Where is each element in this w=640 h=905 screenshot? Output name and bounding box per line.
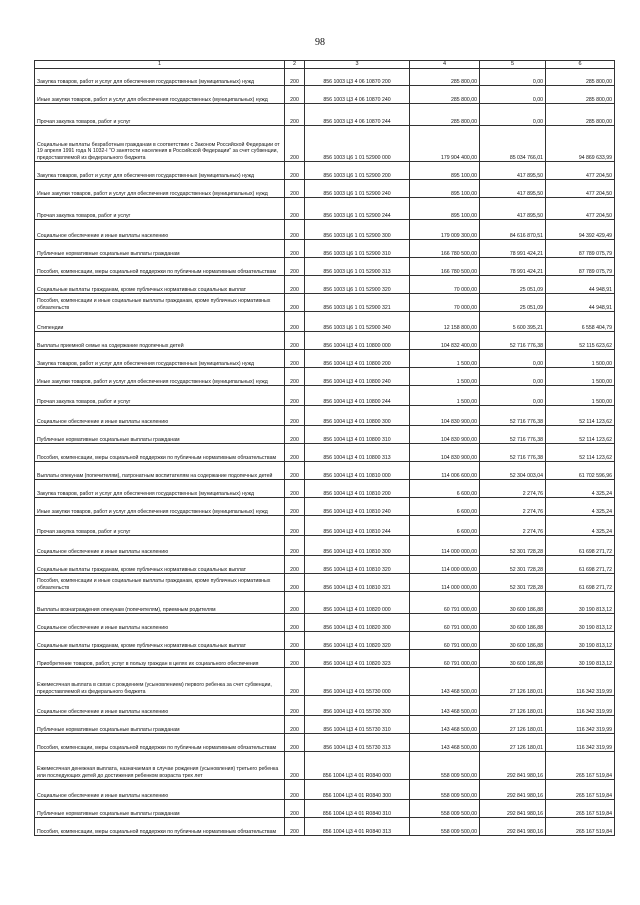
cell-plan: 114 000 000,00 bbox=[410, 556, 480, 574]
cell-plan: 179 904 400,00 bbox=[410, 126, 480, 162]
page-number: 98 bbox=[315, 37, 325, 48]
cell-fact: 0,00 bbox=[480, 350, 546, 368]
cell-code: 856 1003 Ц6 1 01 52900 340 bbox=[305, 312, 410, 332]
cell-code: 856 1003 Ц6 1 01 52900 321 bbox=[305, 294, 410, 312]
cell-rest: 477 204,50 bbox=[546, 198, 615, 220]
cell-code: 856 1004 Ц3 4 01 10820 323 bbox=[305, 650, 410, 668]
cell-code: 856 1004 Ц3 4 01 R0840 000 bbox=[305, 752, 410, 780]
table-row bbox=[35, 86, 615, 104]
cell-plan: 895 100,00 bbox=[410, 198, 480, 220]
table-row bbox=[35, 696, 615, 716]
cell-rest: 61 698 271,72 bbox=[546, 536, 615, 556]
cell-grbs: 200 bbox=[285, 516, 305, 536]
cell-name: Социальные выплаты гражданам, кроме публичных нормативных социальных выплат bbox=[35, 632, 285, 650]
cell-code: 856 1004 Ц3 4 01 55730 310 bbox=[305, 716, 410, 734]
cell-name: Публичные нормативные социальные выплаты гражданам bbox=[35, 800, 285, 818]
table-row bbox=[35, 104, 615, 126]
cell-rest: 61 698 271,72 bbox=[546, 556, 615, 574]
table-row bbox=[35, 800, 615, 818]
cell-grbs: 200 bbox=[285, 556, 305, 574]
cell-code: 856 1004 Ц3 4 01 10810 244 bbox=[305, 516, 410, 536]
cell-grbs: 200 bbox=[285, 368, 305, 386]
cell-name: Иные закупки товаров, работ и услуг для обеспечения государственных (муниципальных) нужд bbox=[35, 86, 285, 104]
table-row bbox=[35, 258, 615, 276]
cell-grbs: 200 bbox=[285, 332, 305, 350]
cell-plan: 558 009 500,00 bbox=[410, 818, 480, 836]
cell-grbs: 200 bbox=[285, 780, 305, 800]
cell-plan: 60 791 000,00 bbox=[410, 592, 480, 614]
cell-grbs: 200 bbox=[285, 69, 305, 86]
cell-fact: 52 304 003,04 bbox=[480, 462, 546, 480]
cell-grbs: 200 bbox=[285, 104, 305, 126]
cell-grbs: 200 bbox=[285, 716, 305, 734]
table-row bbox=[35, 480, 615, 498]
cell-name: Социальное обеспечение и иные выплаты населению bbox=[35, 406, 285, 426]
cell-grbs: 200 bbox=[285, 126, 305, 162]
table-row bbox=[35, 632, 615, 650]
cell-rest: 61 698 271,72 bbox=[546, 574, 615, 592]
cell-name: Прочая закупка товаров, работ и услуг bbox=[35, 198, 285, 220]
cell-fact: 292 841 980,16 bbox=[480, 818, 546, 836]
cell-plan: 558 009 500,00 bbox=[410, 752, 480, 780]
table-row bbox=[35, 386, 615, 406]
cell-fact: 0,00 bbox=[480, 104, 546, 126]
cell-rest: 52 114 123,62 bbox=[546, 406, 615, 426]
cell-fact: 52 716 776,38 bbox=[480, 332, 546, 350]
cell-name: Пособия, компенсации, меры социальной поддержки по публичным нормативным обязательствам bbox=[35, 444, 285, 462]
cell-name: Пособия, компенсации, меры социальной поддержки по публичным нормативным обязательствам bbox=[35, 258, 285, 276]
cell-rest: 1 500,00 bbox=[546, 386, 615, 406]
cell-plan: 558 009 500,00 bbox=[410, 800, 480, 818]
cell-fact: 292 841 980,16 bbox=[480, 800, 546, 818]
cell-plan: 143 468 500,00 bbox=[410, 668, 480, 696]
cell-name: Закупка товаров, работ и услуг для обеспечения государственных (муниципальных) нужд bbox=[35, 162, 285, 180]
cell-code: 856 1004 Ц3 4 01 10800 240 bbox=[305, 368, 410, 386]
cell-code: 856 1004 Ц3 4 01 10810 300 bbox=[305, 536, 410, 556]
header-col-3: 3 bbox=[305, 61, 410, 69]
table-row bbox=[35, 276, 615, 294]
cell-rest: 116 342 319,99 bbox=[546, 696, 615, 716]
table-row bbox=[35, 220, 615, 240]
table-row bbox=[35, 368, 615, 386]
cell-fact: 292 841 980,16 bbox=[480, 752, 546, 780]
cell-grbs: 200 bbox=[285, 258, 305, 276]
cell-name: Иные закупки товаров, работ и услуг для обеспечения государственных (муниципальных) нужд bbox=[35, 180, 285, 198]
cell-code: 856 1004 Ц3 4 01 10810 240 bbox=[305, 498, 410, 516]
cell-grbs: 200 bbox=[285, 614, 305, 632]
cell-grbs: 200 bbox=[285, 444, 305, 462]
cell-name: Приобретение товаров, работ, услуг в пользу граждан в целях их социального обеспечения bbox=[35, 650, 285, 668]
cell-code: 856 1003 Ц3 4 06 10870 244 bbox=[305, 104, 410, 126]
cell-name: Иные закупки товаров, работ и услуг для обеспечения государственных (муниципальных) нужд bbox=[35, 368, 285, 386]
cell-code: 856 1004 Ц3 4 01 R0840 300 bbox=[305, 780, 410, 800]
cell-rest: 30 190 813,12 bbox=[546, 614, 615, 632]
cell-rest: 30 190 813,12 bbox=[546, 650, 615, 668]
cell-grbs: 200 bbox=[285, 220, 305, 240]
cell-plan: 558 009 500,00 bbox=[410, 780, 480, 800]
cell-name: Пособия, компенсации и иные социальные выплаты гражданам, кроме публичных нормативных обязательств bbox=[35, 294, 285, 312]
cell-code: 856 1003 Ц6 1 01 52900 000 bbox=[305, 126, 410, 162]
cell-grbs: 200 bbox=[285, 696, 305, 716]
table-row bbox=[35, 462, 615, 480]
cell-fact: 52 716 776,38 bbox=[480, 426, 546, 444]
cell-grbs: 200 bbox=[285, 294, 305, 312]
cell-plan: 60 791 000,00 bbox=[410, 632, 480, 650]
cell-grbs: 200 bbox=[285, 86, 305, 104]
cell-rest: 61 702 596,96 bbox=[546, 462, 615, 480]
table-row bbox=[35, 444, 615, 462]
cell-fact: 78 991 424,21 bbox=[480, 240, 546, 258]
cell-rest: 6 558 404,79 bbox=[546, 312, 615, 332]
cell-grbs: 200 bbox=[285, 162, 305, 180]
cell-code: 856 1003 Ц6 1 01 52900 240 bbox=[305, 180, 410, 198]
cell-fact: 417 895,50 bbox=[480, 198, 546, 220]
cell-name: Выплаты приемной семье на содержание подопечных детей bbox=[35, 332, 285, 350]
cell-fact: 2 274,76 bbox=[480, 480, 546, 498]
cell-plan: 70 000,00 bbox=[410, 294, 480, 312]
table-row bbox=[35, 752, 615, 780]
cell-plan: 143 468 500,00 bbox=[410, 716, 480, 734]
cell-fact: 78 991 424,21 bbox=[480, 258, 546, 276]
table-row bbox=[35, 498, 615, 516]
cell-grbs: 200 bbox=[285, 818, 305, 836]
table-row bbox=[35, 180, 615, 198]
cell-code: 856 1003 Ц6 1 01 52900 310 bbox=[305, 240, 410, 258]
cell-fact: 30 600 186,88 bbox=[480, 614, 546, 632]
cell-fact: 2 274,76 bbox=[480, 516, 546, 536]
cell-rest: 285 800,00 bbox=[546, 104, 615, 126]
cell-fact: 417 895,50 bbox=[480, 180, 546, 198]
cell-fact: 30 600 186,88 bbox=[480, 650, 546, 668]
cell-plan: 6 600,00 bbox=[410, 516, 480, 536]
cell-rest: 44 948,91 bbox=[546, 276, 615, 294]
cell-plan: 60 791 000,00 bbox=[410, 614, 480, 632]
header-col-2: 2 bbox=[285, 61, 305, 69]
table-row bbox=[35, 780, 615, 800]
cell-plan: 895 100,00 bbox=[410, 162, 480, 180]
cell-plan: 143 468 500,00 bbox=[410, 734, 480, 752]
cell-name: Пособия, компенсации и иные социальные выплаты гражданам, кроме публичных нормативных обязательств bbox=[35, 574, 285, 592]
cell-rest: 116 342 319,99 bbox=[546, 734, 615, 752]
cell-code: 856 1004 Ц3 4 01 10810 321 bbox=[305, 574, 410, 592]
cell-grbs: 200 bbox=[285, 350, 305, 368]
cell-code: 856 1004 Ц3 4 01 10810 200 bbox=[305, 480, 410, 498]
cell-rest: 52 115 623,62 bbox=[546, 332, 615, 350]
cell-plan: 114 000 000,00 bbox=[410, 536, 480, 556]
cell-plan: 166 780 500,00 bbox=[410, 258, 480, 276]
cell-name: Социальное обеспечение и иные выплаты населению bbox=[35, 220, 285, 240]
table-row bbox=[35, 818, 615, 836]
cell-name: Закупка товаров, работ и услуг для обеспечения государственных (муниципальных) нужд bbox=[35, 480, 285, 498]
cell-rest: 265 167 519,84 bbox=[546, 752, 615, 780]
cell-grbs: 200 bbox=[285, 592, 305, 614]
cell-code: 856 1003 Ц3 4 06 10870 240 bbox=[305, 86, 410, 104]
cell-code: 856 1004 Ц3 4 01 55730 000 bbox=[305, 668, 410, 696]
cell-name: Публичные нормативные социальные выплаты гражданам bbox=[35, 426, 285, 444]
cell-name: Иные закупки товаров, работ и услуг для обеспечения государственных (муниципальных) нужд bbox=[35, 498, 285, 516]
cell-code: 856 1004 Ц3 4 01 R0840 310 bbox=[305, 800, 410, 818]
cell-name: Публичные нормативные социальные выплаты гражданам bbox=[35, 716, 285, 734]
cell-rest: 285 800,00 bbox=[546, 69, 615, 86]
cell-grbs: 200 bbox=[285, 498, 305, 516]
cell-rest: 4 325,24 bbox=[546, 498, 615, 516]
cell-rest: 1 500,00 bbox=[546, 368, 615, 386]
table-row bbox=[35, 406, 615, 426]
cell-rest: 4 325,24 bbox=[546, 480, 615, 498]
table-row bbox=[35, 716, 615, 734]
cell-fact: 52 301 728,28 bbox=[480, 574, 546, 592]
cell-fact: 52 301 728,28 bbox=[480, 556, 546, 574]
table-row bbox=[35, 650, 615, 668]
cell-name: Социальные выплаты гражданам, кроме публичных нормативных социальных выплат bbox=[35, 556, 285, 574]
cell-name: Прочая закупка товаров, работ и услуг bbox=[35, 104, 285, 126]
cell-fact: 5 600 395,21 bbox=[480, 312, 546, 332]
table-row bbox=[35, 426, 615, 444]
cell-rest: 30 190 813,12 bbox=[546, 592, 615, 614]
table-row bbox=[35, 198, 615, 220]
cell-fact: 84 616 870,51 bbox=[480, 220, 546, 240]
cell-name: Выплаты опекунам (попечителям), патронатным воспитателям на содержание подопечных детей bbox=[35, 462, 285, 480]
cell-fact: 25 051,09 bbox=[480, 294, 546, 312]
cell-fact: 52 716 776,38 bbox=[480, 444, 546, 462]
cell-code: 856 1004 Ц3 4 01 55730 313 bbox=[305, 734, 410, 752]
table-row bbox=[35, 69, 615, 86]
cell-rest: 44 948,91 bbox=[546, 294, 615, 312]
table-row bbox=[35, 734, 615, 752]
cell-code: 856 1004 Ц3 4 01 10810 320 bbox=[305, 556, 410, 574]
cell-name: Закупка товаров, работ и услуг для обеспечения государственных (муниципальных) нужд bbox=[35, 350, 285, 368]
cell-grbs: 200 bbox=[285, 312, 305, 332]
cell-name: Пособия, компенсации, меры социальной поддержки по публичным нормативным обязательствам bbox=[35, 818, 285, 836]
cell-code: 856 1003 Ц6 1 01 52900 313 bbox=[305, 258, 410, 276]
cell-grbs: 200 bbox=[285, 386, 305, 406]
cell-rest: 4 325,24 bbox=[546, 516, 615, 536]
table-row bbox=[35, 294, 615, 312]
header-col-5: 5 bbox=[480, 61, 546, 69]
cell-plan: 104 830 900,00 bbox=[410, 426, 480, 444]
cell-name: Социальное обеспечение и иные выплаты населению bbox=[35, 614, 285, 632]
cell-grbs: 200 bbox=[285, 574, 305, 592]
table-row bbox=[35, 516, 615, 536]
table-row bbox=[35, 556, 615, 574]
cell-plan: 104 832 400,00 bbox=[410, 332, 480, 350]
cell-fact: 0,00 bbox=[480, 386, 546, 406]
cell-plan: 12 158 800,00 bbox=[410, 312, 480, 332]
cell-fact: 0,00 bbox=[480, 86, 546, 104]
cell-plan: 70 000,00 bbox=[410, 276, 480, 294]
cell-rest: 52 114 123,62 bbox=[546, 426, 615, 444]
cell-rest: 30 190 813,12 bbox=[546, 632, 615, 650]
cell-code: 856 1004 Ц3 4 01 10800 310 bbox=[305, 426, 410, 444]
header-col-6: 6 bbox=[546, 61, 615, 69]
cell-rest: 94 869 633,99 bbox=[546, 126, 615, 162]
cell-plan: 166 780 500,00 bbox=[410, 240, 480, 258]
cell-plan: 6 600,00 bbox=[410, 498, 480, 516]
cell-name: Социальное обеспечение и иные выплаты населению bbox=[35, 780, 285, 800]
cell-grbs: 200 bbox=[285, 276, 305, 294]
cell-name: Ежемесячная выплата в связи с рождением (усыновлением) первого ребенка за счет субвенции, предоставляемой из федерального бюджета bbox=[35, 668, 285, 696]
cell-rest: 285 800,00 bbox=[546, 86, 615, 104]
cell-fact: 292 841 980,16 bbox=[480, 780, 546, 800]
cell-grbs: 200 bbox=[285, 536, 305, 556]
cell-plan: 179 009 300,00 bbox=[410, 220, 480, 240]
table-row bbox=[35, 312, 615, 332]
cell-rest: 116 342 319,99 bbox=[546, 668, 615, 696]
cell-fact: 27 126 180,01 bbox=[480, 734, 546, 752]
cell-grbs: 200 bbox=[285, 426, 305, 444]
cell-grbs: 200 bbox=[285, 800, 305, 818]
table-row bbox=[35, 668, 615, 696]
cell-fact: 52 301 728,28 bbox=[480, 536, 546, 556]
cell-grbs: 200 bbox=[285, 198, 305, 220]
cell-name: Социальные выплаты гражданам, кроме публичных нормативных социальных выплат bbox=[35, 276, 285, 294]
cell-grbs: 200 bbox=[285, 650, 305, 668]
cell-code: 856 1003 Ц6 1 01 52900 320 bbox=[305, 276, 410, 294]
table-row bbox=[35, 574, 615, 592]
header-col-4: 4 bbox=[410, 61, 480, 69]
cell-grbs: 200 bbox=[285, 240, 305, 258]
cell-name: Ежемесячная денежная выплата, назначаемая в случае рождения (усыновления) третьего ребенка или последующих детей до достижения ребенком возраста трех лет bbox=[35, 752, 285, 780]
cell-rest: 52 114 123,62 bbox=[546, 444, 615, 462]
cell-name: Прочая закупка товаров, работ и услуг bbox=[35, 516, 285, 536]
cell-plan: 895 100,00 bbox=[410, 180, 480, 198]
cell-plan: 6 600,00 bbox=[410, 480, 480, 498]
cell-fact: 417 895,50 bbox=[480, 162, 546, 180]
cell-grbs: 200 bbox=[285, 480, 305, 498]
cell-rest: 116 342 319,99 bbox=[546, 716, 615, 734]
cell-rest: 477 204,50 bbox=[546, 162, 615, 180]
table-row bbox=[35, 350, 615, 368]
cell-code: 856 1003 Ц6 1 01 52900 244 bbox=[305, 198, 410, 220]
cell-plan: 1 500,00 bbox=[410, 350, 480, 368]
cell-code: 856 1004 Ц3 4 01 10820 000 bbox=[305, 592, 410, 614]
cell-name: Публичные нормативные социальные выплаты гражданам bbox=[35, 240, 285, 258]
cell-rest: 477 204,50 bbox=[546, 180, 615, 198]
cell-code: 856 1004 Ц3 4 01 10820 300 bbox=[305, 614, 410, 632]
cell-code: 856 1004 Ц3 4 01 10820 320 bbox=[305, 632, 410, 650]
cell-fact: 27 126 180,01 bbox=[480, 668, 546, 696]
cell-grbs: 200 bbox=[285, 752, 305, 780]
cell-code: 856 1004 Ц3 4 01 55730 300 bbox=[305, 696, 410, 716]
cell-fact: 30 600 186,88 bbox=[480, 632, 546, 650]
table-row bbox=[35, 592, 615, 614]
cell-grbs: 200 bbox=[285, 462, 305, 480]
cell-name: Социальное обеспечение и иные выплаты населению bbox=[35, 696, 285, 716]
cell-fact: 0,00 bbox=[480, 69, 546, 86]
cell-name: Социальные выплаты безработным гражданам в соответствии с Законом Российской Федерации от 19 апреля 1991 года N 1032-I "О занятости населения в Российской Федерации" за счет субвенции, предоставляемой из федерального бюджета bbox=[35, 126, 285, 162]
cell-grbs: 200 bbox=[285, 734, 305, 752]
cell-rest: 87 789 075,79 bbox=[546, 258, 615, 276]
table-row bbox=[35, 240, 615, 258]
cell-code: 856 1004 Ц3 4 01 10800 300 bbox=[305, 406, 410, 426]
cell-rest: 265 167 519,84 bbox=[546, 780, 615, 800]
cell-name: Пособия, компенсации, меры социальной поддержки по публичным нормативным обязательствам bbox=[35, 734, 285, 752]
cell-plan: 60 791 000,00 bbox=[410, 650, 480, 668]
cell-code: 856 1003 Ц3 4 06 10870 200 bbox=[305, 69, 410, 86]
table-header-row bbox=[35, 61, 615, 69]
cell-plan: 143 468 500,00 bbox=[410, 696, 480, 716]
cell-code: 856 1004 Ц3 4 01 10800 200 bbox=[305, 350, 410, 368]
cell-code: 856 1003 Ц6 1 01 52900 200 bbox=[305, 162, 410, 180]
cell-rest: 87 789 075,79 bbox=[546, 240, 615, 258]
cell-code: 856 1003 Ц6 1 01 52900 300 bbox=[305, 220, 410, 240]
cell-name: Закупка товаров, работ и услуг для обеспечения государственных (муниципальных) нужд bbox=[35, 69, 285, 86]
cell-code: 856 1004 Ц3 4 01 10800 244 bbox=[305, 386, 410, 406]
cell-name: Прочая закупка товаров, работ и услуг bbox=[35, 386, 285, 406]
cell-grbs: 200 bbox=[285, 406, 305, 426]
cell-plan: 114 006 600,00 bbox=[410, 462, 480, 480]
cell-rest: 1 500,00 bbox=[546, 350, 615, 368]
cell-rest: 94 392 429,49 bbox=[546, 220, 615, 240]
cell-plan: 285 800,00 bbox=[410, 86, 480, 104]
cell-plan: 104 830 900,00 bbox=[410, 406, 480, 426]
cell-plan: 104 830 900,00 bbox=[410, 444, 480, 462]
cell-plan: 1 500,00 bbox=[410, 386, 480, 406]
table-row bbox=[35, 536, 615, 556]
cell-name: Социальное обеспечение и иные выплаты населению bbox=[35, 536, 285, 556]
table-row bbox=[35, 332, 615, 350]
cell-rest: 265 167 519,84 bbox=[546, 818, 615, 836]
cell-code: 856 1004 Ц3 4 01 10800 313 bbox=[305, 444, 410, 462]
header-col-1: 1 bbox=[35, 61, 285, 69]
cell-name: Выплаты вознаграждения опекунам (попечителям), приемным родителям bbox=[35, 592, 285, 614]
cell-plan: 114 000 000,00 bbox=[410, 574, 480, 592]
cell-grbs: 200 bbox=[285, 668, 305, 696]
cell-fact: 27 126 180,01 bbox=[480, 716, 546, 734]
table-row bbox=[35, 126, 615, 162]
cell-code: 856 1004 Ц3 4 01 10810 000 bbox=[305, 462, 410, 480]
table-body bbox=[35, 69, 615, 836]
cell-grbs: 200 bbox=[285, 180, 305, 198]
cell-name: Стипендии bbox=[35, 312, 285, 332]
cell-fact: 27 126 180,01 bbox=[480, 696, 546, 716]
cell-grbs: 200 bbox=[285, 632, 305, 650]
cell-plan: 285 800,00 bbox=[410, 104, 480, 126]
budget-table bbox=[34, 60, 615, 836]
cell-fact: 0,00 bbox=[480, 368, 546, 386]
cell-fact: 25 051,09 bbox=[480, 276, 546, 294]
cell-plan: 1 500,00 bbox=[410, 368, 480, 386]
cell-fact: 52 716 776,38 bbox=[480, 406, 546, 426]
table-row bbox=[35, 614, 615, 632]
cell-code: 856 1004 Ц3 4 01 10800 000 bbox=[305, 332, 410, 350]
cell-plan: 285 800,00 bbox=[410, 69, 480, 86]
cell-fact: 2 274,76 bbox=[480, 498, 546, 516]
cell-fact: 85 034 766,01 bbox=[480, 126, 546, 162]
cell-fact: 30 600 186,88 bbox=[480, 592, 546, 614]
table-row bbox=[35, 162, 615, 180]
cell-rest: 265 167 519,84 bbox=[546, 800, 615, 818]
cell-code: 856 1004 Ц3 4 01 R0840 313 bbox=[305, 818, 410, 836]
